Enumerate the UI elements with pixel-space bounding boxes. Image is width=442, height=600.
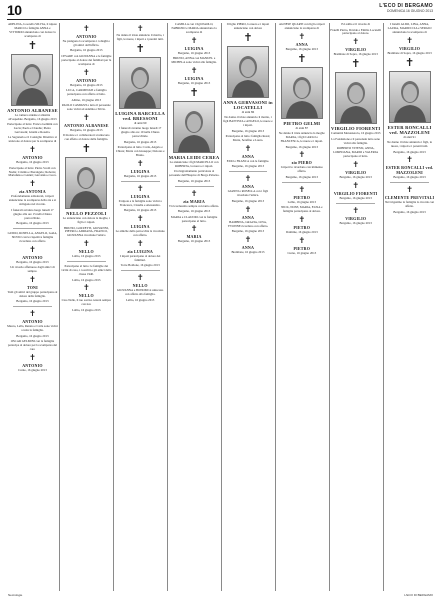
deceased-name: ESTER RONCALLI ved. MAZZOLENI <box>387 124 432 135</box>
cross-icon: ✝ <box>352 205 360 215</box>
deceased-name: ANNA <box>241 244 255 250</box>
obituary-text: EZIO e FRANCA con le famiglie. <box>226 158 270 163</box>
deceased-name: ANTONIO <box>76 77 97 83</box>
obituary-text: I funerali avranno luogo lunedì 17 giugno alle ore 15 nella Chiesa parrocchiale. <box>11 207 54 220</box>
obituary-text: Bergamo, 16 giugno 2013 <box>339 195 372 200</box>
obituary-text: Bergamo, 16 giugno 2013 <box>393 209 426 214</box>
cross-icon: ✝ <box>352 37 360 47</box>
obituary-text: Il titolare e i collaboratori si uniscono con affetto al dolore della famiglia. <box>63 133 110 142</box>
deceased-name: NELLO <box>132 283 148 289</box>
obituary-column <box>223 23 274 591</box>
cross-icon: ✝ <box>406 35 413 45</box>
obituary-text: CESARE con GIOVANNA e le famiglie partecipano al dolore dei familiari per la scomparsa di <box>61 53 112 66</box>
notice-divider <box>13 228 52 229</box>
obituary-text: BAMBINA, GRAZIA, LINA, YVONNE ricordano con affetto. <box>227 219 269 228</box>
obituary-text: di anni 87 <box>295 125 308 130</box>
obituary-text: La annunciano i figli MARCELLO con ROBERTA, la nuora e i nipoti. <box>169 159 219 168</box>
obituary-text: Bergamo, 16 giugno 2013 <box>393 149 426 154</box>
deceased-name: ANTONIO <box>22 254 43 260</box>
obituary-text: Partecipano al lutto: Franco Gelmini con Lucia; Paola e Claudio; Pietro Gervasoni; Gianni e Rosetta. <box>7 122 58 134</box>
cross-icon: ✝ <box>81 143 91 156</box>
cross-icon: ✝ <box>136 158 144 168</box>
cross-icon: ✝ <box>298 150 306 160</box>
obituary-text: La Fondazione e il personale tutto sono vicini alla famiglia. <box>331 136 381 145</box>
obituary-text: Bergamo, 16 giugno 2013 <box>124 208 157 213</box>
cross-icon: ✝ <box>244 174 252 184</box>
obituary-text: Un ringraziamento particolare al personale dell'Hospice di Borgo Palazzo. <box>168 169 220 178</box>
cross-icon: ✝ <box>297 52 307 65</box>
obituary-text: di anni 91 <box>403 134 416 139</box>
obituary-text: Bergamo, 16 giugno 2013 <box>339 174 372 179</box>
obituary-text: Bergamo, 16 giugno 2013 <box>231 128 265 133</box>
cross-icon: ✝ <box>244 234 252 244</box>
obituary-text: Brembate di Sopra, 16 giugno 2013 <box>387 50 432 55</box>
notice-divider <box>390 182 429 183</box>
deceased-name: VIRGILIO FIORENTI <box>333 190 378 196</box>
column-divider <box>167 23 168 591</box>
newspaper-name: L'ECO DI BERGAMO <box>379 3 433 9</box>
portrait-photo <box>11 54 53 106</box>
obituary-text: Lallio, 16 giugno 2013 <box>72 277 101 282</box>
obituary-text: Partecipano al lutto: le famiglie dei vicini di casa, i coscritti e gli amici della classe 1940. <box>61 264 112 276</box>
cross-icon: ✝ <box>82 283 90 293</box>
cross-icon: ✝ <box>82 67 90 77</box>
deceased-name: VIRGILIO <box>345 169 367 175</box>
deceased-name: ANNA GERVASONI in LOCATELLI <box>223 99 273 110</box>
obituary-text: Nel trigesimo la famiglia lo ricorda con affetto. <box>385 200 435 209</box>
obituary-text: OSCAR GELMINI con la famiglia partecipa al dolore per la scomparsa del caro <box>7 339 57 351</box>
deceased-name: ANNA <box>295 41 308 47</box>
cross-icon: ✝ <box>190 224 198 234</box>
obituary-text: Lallio, 16 giugno 2013 <box>287 199 316 204</box>
obituary-text: I funerali avranno luogo lunedì 17 giugno alle ore 10 nella Chiesa parrocchiale. <box>119 126 162 139</box>
obituary-text: Torre Boldone, 16 giugno 2013 <box>120 263 160 268</box>
column-divider <box>59 23 60 591</box>
cross-icon: ✝ <box>29 145 36 155</box>
obituary-column <box>7 23 58 591</box>
cross-icon: ✝ <box>82 24 90 33</box>
cross-icon: ✝ <box>136 273 144 283</box>
obituary-text: Bergamo, 16 giugno 2013 <box>231 229 265 234</box>
deceased-name: NELLO <box>78 293 94 299</box>
cross-icon: ✝ <box>82 112 90 122</box>
obituary-text: Dalmine, 16 giugno 2013 <box>286 230 318 235</box>
page-footer <box>0 593 442 600</box>
obituary-text: Lallio, 16 giugno 2013 <box>72 254 101 259</box>
obituary-text: Brembate, 16 giugno 2013 <box>231 249 265 254</box>
obituary-text: Ciao Nello, il tuo sorriso resterà sempre con noi. <box>61 298 112 307</box>
cross-icon: ✝ <box>406 185 413 195</box>
obituary-text: Ne danno il triste annuncio la moglie MARIA, i figli CARLO e FRANCESCA, le nuore e i nipoti. <box>278 131 325 144</box>
obituary-text: Il figlio PIERO, la nuora e i nipoti annunciano con dolore <box>226 23 270 30</box>
deceased-name: LUIGINA <box>130 193 150 199</box>
deceased-name: VIRGILIO <box>399 45 421 51</box>
obituary-text: Brembate di Sopra, 16 giugno 2013 <box>333 52 378 57</box>
deceased-name: PIETRO GELMI <box>283 120 321 126</box>
obituary-text: Bergamo, 16 giugno 2013 <box>70 82 103 87</box>
cross-icon: ✝ <box>352 180 360 190</box>
obituary-text: Bergamo, 16 giugno 2013 <box>16 221 49 225</box>
cross-icon: ✝ <box>351 58 361 71</box>
obituary-text: AGNESE QUARTI con figli e nipoti annunciano la scomparsa di <box>278 23 325 30</box>
obituary-text: Bergamo, 16 giugno 2013 <box>393 175 426 180</box>
obituary-text: Bergamo, 16 giugno 2013 <box>177 50 211 55</box>
obituary-text: La camera ardente è allestita all'ospedale. Bergamo, 16 giugno 2013 <box>8 112 57 121</box>
cross-icon: ✝ <box>243 31 253 44</box>
obituary-text: GIOVANNA e BONOMI si uniscono con affetto alla famiglia. <box>117 288 164 297</box>
cross-icon: ✝ <box>136 24 144 33</box>
notice-divider <box>121 270 160 271</box>
deceased-name: ANNA <box>241 153 255 159</box>
obituary-text: PAOLO CAMOZZI e tutto il personale sono vicini ad Adelina e Silvia. <box>62 103 111 111</box>
deceased-name: NELLO <box>78 249 94 255</box>
cross-icon: ✝ <box>136 183 144 193</box>
obituary-text: Partecipano al lutto: famiglia Rossi; Maria, Serafino e Laura. <box>225 134 271 143</box>
deceased-name: VIRGILIO FIORENTI <box>330 126 381 132</box>
cross-icon: ✝ <box>404 56 415 69</box>
cross-icon: ✝ <box>189 86 199 99</box>
obituary-text: Profondamente addolorati, i nipoti annunciano la scomparsa della zia e si stringono nel ricordo. <box>8 194 57 207</box>
obituary-text: Albino, 16 giugno 2013 <box>71 97 102 102</box>
obituary-text: Bergamo, 16 giugno 2013 <box>70 48 103 53</box>
obituary-text: Bergamo, 16 giugno 2013 <box>124 173 157 178</box>
portrait-photo <box>173 101 215 153</box>
obituary-text: Tutti gli amici del gruppo partecipano al dolore della famiglia. <box>7 289 58 298</box>
deceased-name: ESTER RONCALLI ved. MAZZOLENI <box>385 165 434 176</box>
cross-icon: ✝ <box>29 352 36 362</box>
cross-icon: ✝ <box>29 274 36 284</box>
obituary-column <box>61 23 112 591</box>
cross-icon: ✝ <box>82 239 90 249</box>
obituary-text: BRUNO, ANNA con MANUEL e MICHELA sono vicini alla famiglia. <box>171 56 217 65</box>
cross-icon: ✝ <box>244 143 252 153</box>
obituary-text: Mauro, Lella, Renato e Carla sono vicini a tutta la famiglia. <box>7 324 58 333</box>
obituary-text: I nipoti lo ricordano con immenso affetto. <box>280 165 323 174</box>
obituary-text: Curno, 16 giugno 2013 <box>287 250 317 255</box>
deceased-name: LUIGINA <box>130 168 150 174</box>
notice-divider <box>229 171 268 172</box>
deceased-name: PIETRO <box>293 225 311 231</box>
deceased-name: ANTONIO <box>22 319 43 325</box>
page-header <box>0 0 442 18</box>
footer-section: Necrologie <box>8 593 23 597</box>
notice-divider <box>121 181 160 182</box>
obituary-text: Bergamo, 16 giugno 2013 <box>285 46 318 51</box>
portrait-photo <box>335 72 377 124</box>
obituary-column <box>276 23 327 591</box>
cross-icon: ✝ <box>298 184 306 194</box>
obituary-text: Bergamo, 16 giugno 2013 <box>177 178 211 183</box>
obituary-text: Comunità Monasterolo, 16 giugno 2013 <box>330 131 381 136</box>
header-rule <box>7 19 435 20</box>
cross-icon: ✝ <box>136 214 144 224</box>
deceased-name: TONI <box>26 284 38 290</box>
obituary-text: Partecipano al lutto: Carla, Angelo e Chiara; Maria con Giuseppe; Dolores e Bruno. <box>115 145 165 157</box>
obituary-text: di anni 86 <box>241 109 255 114</box>
obituary-text: Ti ricorderemo sempre con tanto affetto. <box>169 203 220 208</box>
obituary-text: Bergamo, 16 giugno 2013 <box>16 333 49 338</box>
notice-divider <box>282 182 321 183</box>
notice-divider <box>13 306 52 307</box>
cross-icon: ✝ <box>298 235 306 245</box>
obituary-text: Bergamo, 16 giugno 2013 <box>16 160 49 165</box>
obituary-column <box>384 23 435 591</box>
portrait-photo <box>281 67 323 119</box>
obituary-text: Bergamo, 16 giugno 2013 <box>16 299 49 304</box>
page-number: 10 <box>7 2 22 18</box>
obituary-text: Curno, 16 giugno 2013 <box>18 367 47 372</box>
obituary-text: Bergamo, 16 giugno 2013 <box>231 198 265 203</box>
deceased-name: LUIGINA <box>184 76 204 82</box>
cross-icon: ✝ <box>352 159 360 169</box>
obituary-text: Ne danno il triste annuncio il marito, i figli BATTISTA e ANGELO, le nuore e i nipoti. <box>223 115 273 128</box>
obituary-column <box>330 23 381 591</box>
cross-icon: ✝ <box>190 188 198 198</box>
obituary-text: La Segreteria e il Consiglio Direttivo si uniscono al dolore per la scomparsa di <box>8 135 57 144</box>
obituary-text: Ne danno il triste annuncio i figli, le nuore, i nipoti e i parenti tutti. <box>387 140 432 149</box>
obituary-text: ADELINA, la sorella SILVIA, il nipote MARCO e famiglia ANNA e VITTORIO annunciano con dolore la scomparsa di <box>7 23 57 38</box>
obituary-text: di anni 90 <box>134 120 147 125</box>
obituary-text: BRUNO, GOZZETTI, GIOVANNI, PIETRO e ADRIANA, FRANCO, GIOVANNA ricordano l'amico <box>63 225 109 238</box>
cross-icon: ✝ <box>29 179 36 189</box>
obituary-text: Un ricordo affettuoso dagli amici di sempre. <box>10 265 55 274</box>
cross-icon: ✝ <box>298 31 306 41</box>
obituary-text: Lallio, 16 giugno 2013 <box>72 307 101 312</box>
notice-divider <box>336 203 375 204</box>
obituary-text: GUIDO, ROSELLA, ANGELO, GAIA, SILVIO con le rispettive famiglie ricordano con affetto <box>7 230 58 243</box>
obituary-text: Le amiche della parrocchia la ricordano con affetto. <box>115 229 165 237</box>
column-divider <box>113 23 114 591</box>
obituary-text: GIANNI e ROSELLA con i figli ricordano l'amica. <box>227 189 269 198</box>
deceased-name: VIRGILIO <box>345 47 367 53</box>
obituary-text: Ne danno il triste annuncio il marito, i figli, le nuore, i nipoti e i parenti tutti. <box>116 33 164 41</box>
obituary-text: Bergamo, 16 giugno 2013 <box>177 81 211 86</box>
portrait-photo <box>389 71 431 123</box>
obituary-text: I nipoti partecipano al dolore dei familiari. <box>119 253 161 262</box>
obituary-text: Bergamo, 16 giugno 2013 <box>177 239 211 244</box>
deceased-name: ANTONIO ALBANESE <box>64 122 109 128</box>
obituary-column <box>115 23 166 591</box>
obituary-text: Bergamo, 16 giugno 2013 <box>285 174 318 179</box>
footer-paper: L'ECO DI BERGAMO <box>404 593 433 597</box>
obituary-text: MARIA e CLAUDIO con le famiglie partecipano al lutto. <box>170 214 218 223</box>
obituary-text: Ed addio è il ricordo di <box>341 23 370 26</box>
obituary-text: LUCA, CARMINATI e famiglia partecipano con affetto al lutto. <box>66 88 107 97</box>
obituary-text: I fratelli ALDO, LINA, ANNA, LAURA, MARIUCCIA e SERGIO annunciano la scomparsa di <box>387 23 432 34</box>
portrait-photo <box>65 157 107 209</box>
cross-icon: ✝ <box>29 309 36 319</box>
column-divider <box>221 23 222 591</box>
deceased-name: CLEMENTE PREVITALI <box>384 195 435 201</box>
column-divider <box>329 23 330 591</box>
obituary-text: Bergamo, 16 giugno 2013 <box>231 164 265 169</box>
deceased-name: ANTONIO ALBANESE <box>7 107 58 113</box>
notice-divider <box>175 186 214 187</box>
cross-icon: ✝ <box>190 35 198 45</box>
portrait-photo <box>227 46 269 98</box>
deceased-name: zio PIERO <box>291 160 312 166</box>
cross-icon: ✝ <box>29 244 36 254</box>
cross-icon: ✝ <box>135 42 145 55</box>
deceased-name: MARIA LEIDI CEREA <box>168 154 220 160</box>
deceased-name: PIETRO <box>293 245 311 251</box>
deceased-name: zia LUIGINA <box>127 248 154 254</box>
portrait-photo <box>119 57 161 109</box>
deceased-name: LUIGINA <box>184 45 204 51</box>
deceased-name: LUIGINA <box>130 224 150 230</box>
obituary-text: CAMILLA con i figli PAOLO, FABRIZIO e MARIA annunciano la scomparsa di <box>171 23 217 34</box>
obituary-text: Bergamo, 16 giugno 2013 <box>285 144 318 149</box>
obituary-column <box>169 23 220 591</box>
cross-icon: ✝ <box>406 155 413 165</box>
obituary-text: Fratelli Pietro, Davide e Emilio Locatelli partecipano al dolore. <box>330 27 382 36</box>
obituary-text: Lo annunciano con dolore la moglie, i figli e i nipoti. <box>62 216 110 225</box>
deceased-name: ANNA <box>241 184 255 190</box>
obituary-text: Partecipano al lutto: Pietro Scotti con Nadia; Cristina e Pierangelo; Roberto; Marialuisa e Gianni; Giovanna e Luca. <box>8 165 57 178</box>
notice-divider <box>67 261 106 262</box>
deceased-name: LUIGINA BARCELLA ved. BRESSONI <box>115 110 166 121</box>
obituary-text: Bergamo, 16 giugno 2013 <box>124 139 157 144</box>
obituary-text: Lallio, 16 giugno 2013 <box>126 297 155 302</box>
obituary-text: NICK, NOSE, MARIA, ELISA e famiglie partecipano al dolore. <box>281 205 323 214</box>
obituary-text: Bergamo, 16 giugno 2013 <box>16 259 49 264</box>
obituary-text: Bergamo, 16 giugno 2013 <box>339 220 372 225</box>
cross-icon: ✝ <box>298 215 306 225</box>
obituary-text: Ne piangono la scomparsa i colleghi e gli amici dell'ufficio. <box>62 39 110 47</box>
publication-date: DOMENICA 16 GIUGNO 2013 <box>387 9 433 13</box>
cross-icon: ✝ <box>136 238 144 248</box>
deceased-name: zia MARIA <box>183 198 205 204</box>
deceased-name: ANTONIO <box>22 155 43 161</box>
deceased-name: ANTONIO <box>76 34 97 39</box>
cross-icon: ✝ <box>190 66 198 76</box>
deceased-name: MARIA <box>186 234 202 240</box>
column-divider <box>275 23 276 591</box>
column-divider <box>383 23 384 591</box>
obituary-text: Bergamo, 16 giugno 2013 <box>70 127 103 132</box>
deceased-name: PIETRO <box>293 194 311 200</box>
obituary-text: Bergamo, 16 giugno 2013 <box>177 209 211 214</box>
deceased-name: ANNA <box>241 214 255 220</box>
cross-icon: ✝ <box>27 39 38 52</box>
obituary-text: Il nipote e la famiglia sono vicini a Francesca, Claudia e Alessandro. <box>118 198 162 207</box>
deceased-name: zia ANTONIA <box>19 189 46 195</box>
deceased-name: ANTONIO <box>22 362 43 368</box>
deceased-name: VIRGILIO <box>345 215 367 221</box>
deceased-name: NELLO PEZZOLI <box>66 211 107 217</box>
obituary-text: ROBERTO VITESSI, ANNA, LOREDANA, MARIO e VALERIA partecipano al lutto. <box>333 146 379 158</box>
cross-icon: ✝ <box>244 204 252 214</box>
